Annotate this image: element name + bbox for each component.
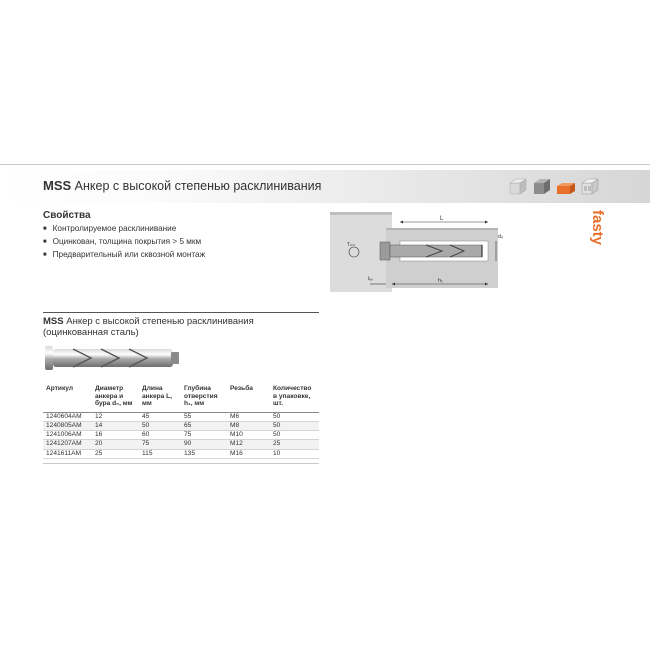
cell-quantity: 50 [273,431,281,439]
cell-depth: 55 [181,412,227,421]
cell-quantity: 25 [270,440,319,449]
product-title-text: Анкер с высокой степенью расклинивания [66,316,254,327]
cell-article: 1240805AM [43,421,92,430]
page-title [43,178,321,193]
cell-diameter: 14 [92,421,139,430]
cell-length: 115 [142,449,153,457]
cell-article: 1240604AM [43,412,92,421]
product-subtitle: (оцинкованная сталь) [43,327,139,338]
bottom-rule [43,463,319,464]
hollow-block-icon [580,178,600,195]
table-row [43,421,319,430]
cell-article: 1241611AM [46,449,82,457]
brick-icon [556,178,576,195]
label-d0: d₀ [498,234,504,240]
cell-quantity: 10 [273,449,281,457]
product-code: MSS [43,178,72,193]
installation-diagram [330,208,505,294]
col-header-article: Артикул [46,385,74,392]
cell-depth: 90 [181,440,227,449]
cell-diameter: 12 [92,412,139,421]
cell-diameter: 20 [92,440,139,449]
cell-quantity: 50 [270,421,319,430]
material-icons [508,178,600,195]
cell-thread: M10 [230,431,243,439]
col-header-diameter: Диаметр анкера и бура d₀, мм [95,385,133,408]
col-header-thread: Резьба [230,385,253,392]
concrete-block-icon [508,178,528,195]
cell-depth: 75 [184,431,192,439]
table-row [43,412,319,421]
fasty-logo [577,208,606,266]
cell-length: 60 [142,431,150,439]
cell-thread: M8 [227,421,270,430]
cell-thread: M16 [230,449,243,457]
col-header-length: Длина анкера L, мм [142,385,173,408]
label-h1: h₁ [438,278,443,284]
property-item: ■ Контролируемое расклинивание [43,223,205,236]
cell-depth: 65 [181,421,227,430]
product-title [43,312,319,338]
label-L: L [440,216,444,222]
cell-length: 50 [139,421,181,430]
cell-quantity: 50 [270,412,319,421]
cell-article: 1241207AM [43,440,92,449]
label-tfix: tₑₓ [368,276,373,282]
col-header-quantity: Количество в упаковке, шт. [273,385,312,408]
cell-depth: 135 [184,449,196,457]
product-code-2: MSS [43,316,64,327]
table-row [43,440,319,449]
cell-thread: M12 [227,440,270,449]
top-rule [0,164,650,165]
fasty-logo-text: fasty [589,210,606,246]
col-header-depth: Глубина отверстия h₁, мм [184,385,218,408]
spec-table [43,385,319,459]
property-item: ■ Предварительный или сквозной монтаж [43,249,205,262]
label-tinst: Tₙₛₜ [347,242,356,248]
cell-thread: M6 [227,412,270,421]
cell-length: 45 [139,412,181,421]
table-header-row [43,385,319,412]
cell-diameter: 16 [95,431,103,439]
anchor-image [43,340,181,376]
property-item: ■ Оцинкован, толщина покрытия > 5 мкм [43,236,205,249]
properties-title: Свойства [43,210,91,221]
table-row [43,449,319,458]
cell-diameter: 25 [95,449,103,457]
properties-list [43,223,205,262]
cell-length: 75 [139,440,181,449]
table-row [43,431,319,440]
stone-block-icon [532,178,552,195]
title-text: Анкер с высокой степенью расклинивания [74,179,322,193]
cell-article: 1241006AM [46,431,82,439]
